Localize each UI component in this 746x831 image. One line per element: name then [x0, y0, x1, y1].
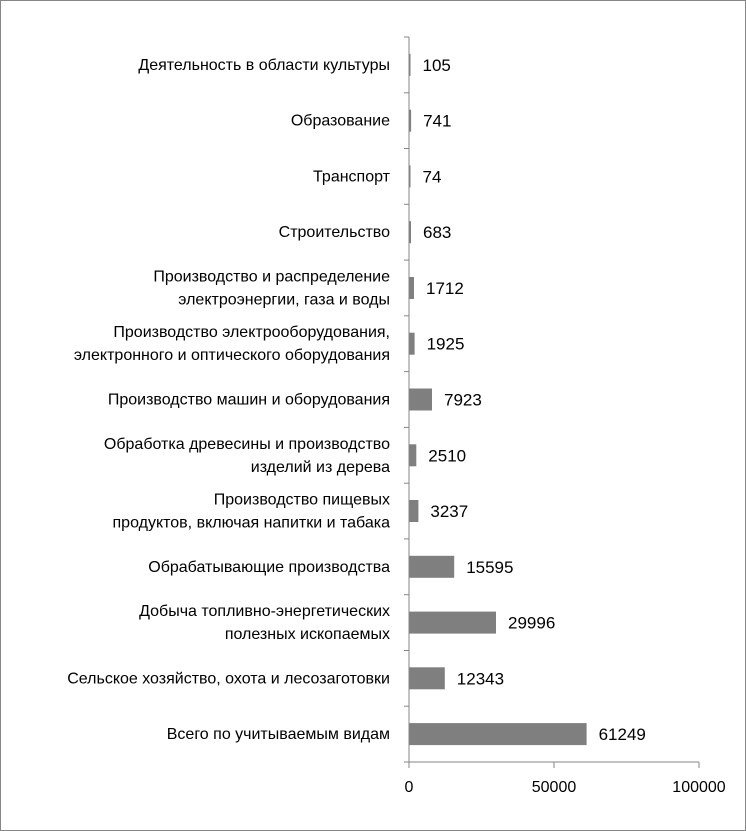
category-label: электронного и оптического оборудования	[73, 347, 390, 365]
data-label: 29996	[508, 613, 556, 633]
category-label: Производство электрооборудования,	[113, 324, 390, 342]
category-label: Производство машин и оборудования	[107, 391, 390, 409]
bar	[409, 723, 587, 745]
data-label: 12343	[456, 669, 505, 689]
labels-layer	[67, 56, 726, 796]
x-tick-label: 50000	[531, 779, 577, 796]
data-label: 15595	[466, 557, 514, 577]
bar	[409, 389, 432, 411]
data-label: 105	[422, 55, 451, 75]
category-label: Транспорт	[313, 168, 390, 186]
data-label: 741	[423, 111, 452, 131]
category-label: Производство пищевых	[213, 491, 390, 509]
category-label: Строительство	[278, 224, 390, 242]
bar	[409, 667, 445, 689]
x-tick-label: 100000	[672, 779, 726, 796]
data-label: 74	[422, 167, 442, 187]
bar	[409, 612, 496, 634]
category-label: продуктов, включая напитки и табака	[112, 514, 390, 532]
bar	[409, 556, 454, 578]
category-label: Всего по учитываемым видам	[166, 726, 390, 744]
data-label: 61249	[598, 725, 646, 745]
category-label: Деятельность в области культуры	[138, 56, 390, 74]
data-label: 1712	[426, 279, 464, 298]
data-label: 2510	[428, 446, 467, 466]
bar	[409, 444, 416, 466]
category-label: Обрабатывающие производства	[148, 558, 390, 576]
category-label: Добыча топливно-энергетических	[139, 603, 390, 621]
bar	[409, 277, 414, 299]
category-label: Образование	[290, 112, 390, 130]
category-label: полезных ископаемых	[224, 626, 390, 644]
x-tick-label: 0	[404, 779, 414, 796]
data-label: 1925	[426, 334, 465, 354]
bar	[409, 500, 418, 522]
category-label: Производство и распределение	[153, 268, 390, 286]
data-label: 683	[423, 223, 452, 243]
data-label: 7923	[444, 390, 482, 410]
category-label: Сельское хозяйство, охота и лесозаготовки	[67, 670, 390, 688]
bars-layer	[409, 54, 587, 745]
data-label: 3237	[430, 502, 469, 521]
category-label: электроэнергии, газа и воды	[178, 291, 390, 309]
category-label: изделий из дерева	[250, 458, 390, 476]
bar	[409, 333, 415, 355]
category-label: Обработка древесины и производство	[103, 435, 390, 453]
